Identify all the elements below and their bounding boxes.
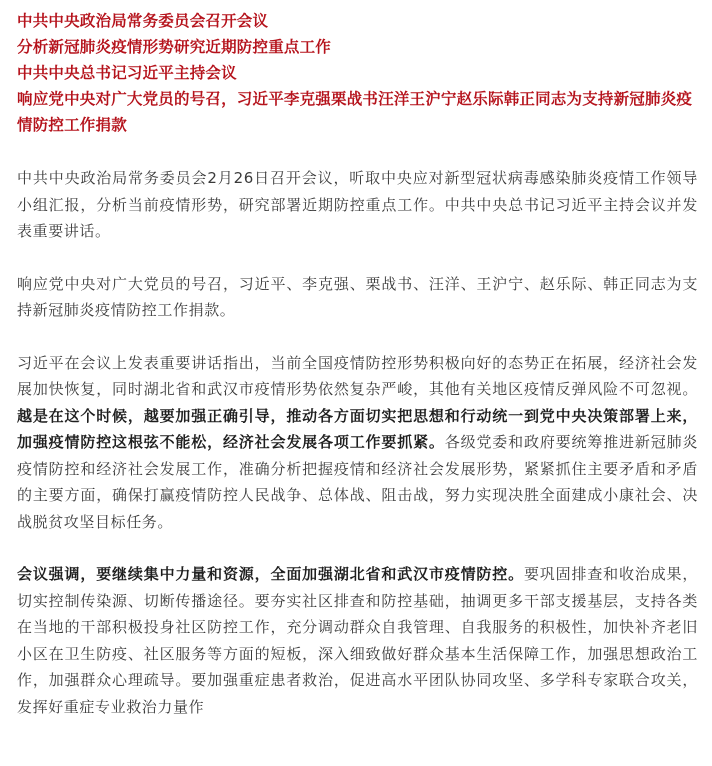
paragraph-3-emphasis: 越是在这个时候，越要加强正确引导，推动各方面切实把思想和行动统一到党中央决策部署上来，加强疫情防控这根弦不能松，经济社会发展各项工作要抓紧。 (17, 406, 698, 451)
headline-3: 中共中央总书记习近平主持会议 (17, 64, 237, 82)
headline-block (17, 8, 698, 138)
headline-1: 中共中央政治局常务委员会召开会议 (17, 12, 269, 30)
paragraph-2: 响应党中央对广大党员的号召，习近平、李克强、栗战书、汪洋、王沪宁、赵乐际、韩正同志为支持新冠肺炎疫情防控工作捐款。 (17, 274, 698, 319)
headline-4: 响应党中央对广大党员的号召，习近平李克强栗战书汪洋王沪宁赵乐际韩正同志为支持新冠肺炎疫情防控工作捐款 (17, 90, 693, 134)
paragraph-1: 中共中央政治局常务委员会2月26日召开会议，听取中央应对新型冠状病毒感染肺炎疫情工作领导小组汇报，分析当前疫情形势，研究部署近期防控重点工作。中共中央总书记习近平主持会议并发表重要讲话。 (17, 169, 698, 240)
paragraph-3-text-b: 各级党委和政府要统筹推进新冠肺炎疫情防控和经济社会发展工作，准确分析把握疫情和经济社会发展形势，紧紧抓住主要矛盾和矛盾的主要方面，确保打赢疫情防控人民战争、总体战、阻击战，努力实现决胜全面建成小康社会、决战脱贫攻坚目标任务。 (17, 433, 699, 531)
paragraph-4 (17, 561, 698, 720)
paragraph-4-emphasis: 会议强调，要继续集中力量和资源，全面加强湖北省和武汉市疫情防控。 (17, 565, 524, 583)
paragraph-4-text: 要巩固排查和收治成果，切实控制传染源、切断传播途径。要夯实社区排查和防控基础，抽调更多干部支援基层，支持各类在当地的干部积极投身社区防控工作，充分调动群众自我管理、自我服务的积极性，加快补齐老旧小区在卫生防疫、社区服务等方面的短板，深入细致做好群众基本生活保障工作，加强思想政治工作，加强群众心理疏导。要加强重症患者救治，促进高水平团队协同攻坚、多学科专家联合攻关，发挥好重症专业救治力量作 (17, 565, 698, 716)
headline-2: 分析新冠肺炎疫情形势研究近期防控重点工作 (17, 38, 332, 56)
paragraph-3-text-a: 习近平在会议上发表重要讲话指出，当前全国疫情防控形势积极向好的态势正在拓展，经济社会发展加快恢复，同时湖北省和武汉市疫情形势依然复杂严峻，其他有关地区疫情反弹风险不可忽视。 (17, 353, 698, 398)
paragraph-3 (17, 350, 698, 536)
article-body (17, 165, 698, 720)
